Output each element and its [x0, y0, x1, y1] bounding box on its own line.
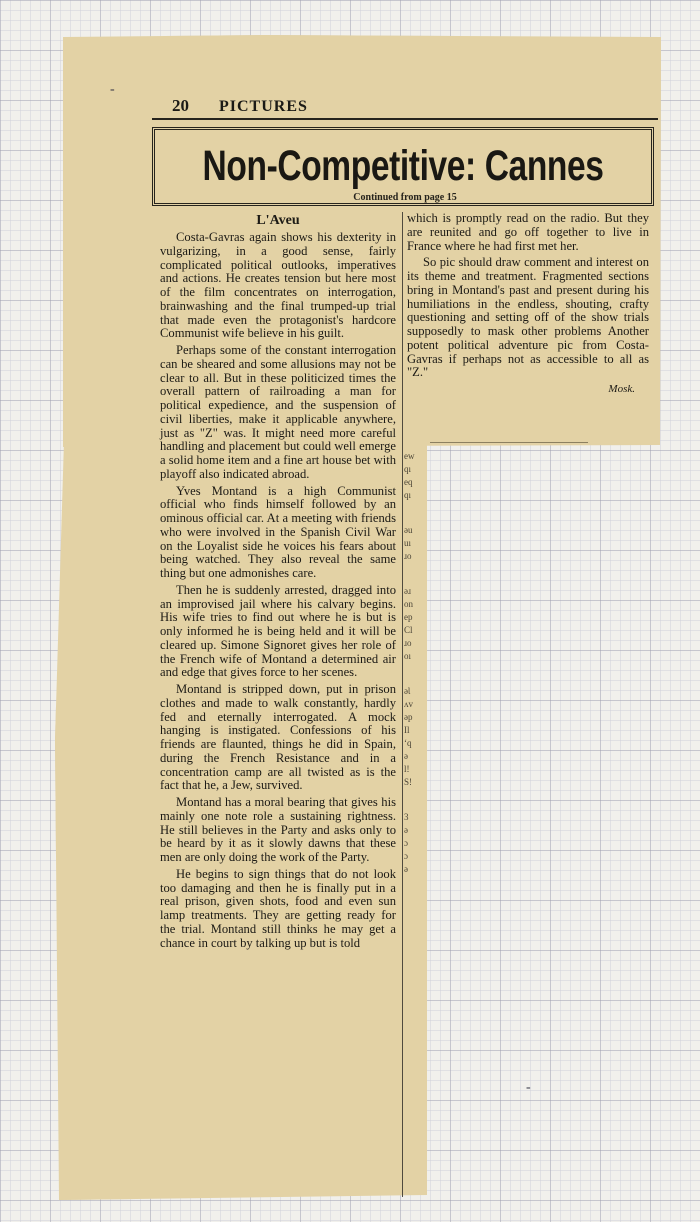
fragment: ɔ — [404, 838, 408, 848]
fragment: ə — [404, 825, 408, 835]
fragment: əp — [404, 712, 413, 722]
paragraph: Yves Montand is a high Communist official who finds himself followed by an ominous official car. At a meeting with friends who were involved in the Spanish Civil War on the Loyalist side he voices his fears about being watched. They also reveal the same thing but one admonishes care. — [160, 483, 396, 580]
headline: Non-Competitive: Cannes — [202, 142, 604, 190]
paragraph: Montand has a moral bearing that gives his mainly one note role a sustaining rightness. He still believes in the Party and asks only to be heard by it as it slowly dawns that these men are only doing the work of the Party. — [160, 795, 396, 864]
article-left-column — [160, 212, 396, 953]
fragment-gap — [404, 789, 426, 811]
fragment: on — [404, 599, 413, 609]
fragment: əu — [404, 525, 413, 535]
fragment: S! — [404, 777, 413, 787]
column-divider — [402, 212, 403, 1197]
fragment: əɹ — [404, 586, 411, 596]
article-right-column — [407, 212, 649, 396]
fragment: uı — [404, 538, 412, 548]
reviewer-signature: Mosk. — [608, 383, 635, 395]
paragraph: Montand is stripped down, put in prison clothes and made to walk constantly, hardly fed and eternally interrogated. A mock hanging is instigated. Confessions of his friends are flaunted, things he did in Spain, during the French Resistance and in a concentration camp are all twisted as is the fact that he, a Jew, survived. — [160, 682, 396, 793]
paragraph: Costa-Gavras again shows his dexterity in vulgarizing, in a good sense, fairly complicated political outlooks, imperatives and actions. He creates tension but here most of the film concentrates on interrogation, brainwashing and the final trumped-up trial that made even the protagonist's hardcore Communist wife believe in his guilt. — [160, 230, 396, 341]
page-header — [172, 96, 308, 116]
fragment: ʻq — [404, 738, 412, 748]
fragment: ʌv — [404, 699, 413, 709]
fragment: eq — [404, 477, 413, 487]
fragment: qı — [404, 490, 412, 500]
fragment: 3 — [404, 812, 409, 822]
fragment: ew — [404, 451, 415, 461]
paragraph: Then he is suddenly arrested, dragged into an improvised jail where his calvary begins. His wife tries to find out where he is but is only informed he is being held and it will be cleared up. Simone Signoret gives her role of the French wife of Montand a determined air and edge that gives force to her scenes. — [160, 582, 396, 680]
film-title: L'Aveu — [256, 213, 300, 228]
section-name: PICTURES — [219, 98, 308, 115]
fragment: l! — [404, 764, 410, 774]
adjacent-column-fragments — [404, 450, 426, 876]
paragraph: Perhaps some of the constant interrogation can be sheared and some allusions may not be clear to all. But in these politicized times the overall pattern of railroading a man for political expedience, and the suspension of civil liberties, make it applicable anywhere, just as "Z" was. It might need more careful handling and placement but could well emerge a solid home item and a fine art house bet with playoff also indicated abroad. — [160, 343, 396, 481]
pencil-mark: - — [526, 1080, 531, 1095]
continued-line: Continued from page 15 — [353, 192, 457, 203]
paragraph: He begins to sign things that do not look too damaging and then he is finally put in a real prison, given shots, food and even sun lamp treatments. They are getting ready for the trial. Montand still thinks he may get a chance in court by talking up but is told — [160, 866, 396, 950]
paragraph: which is promptly read on the radio. But they are reunited and go off together to live in France where he had first met her. — [407, 211, 649, 253]
fragment: ɹo — [404, 638, 412, 648]
fragment: qı — [404, 464, 412, 474]
fragment-gap — [404, 663, 426, 685]
pencil-mark: - — [110, 82, 115, 97]
fragment: oı — [404, 651, 412, 661]
fragment: əƖ — [404, 686, 411, 696]
header-rule — [152, 118, 658, 120]
fragment: ə — [404, 864, 408, 874]
fragment-gap — [404, 502, 426, 524]
cut-edge-line — [430, 442, 588, 443]
fragment: ɔ — [404, 851, 408, 861]
fragment: Il — [404, 725, 410, 735]
fragment: Cl — [404, 625, 413, 635]
fragment: ep — [404, 612, 413, 622]
fragment: ɹo — [404, 551, 412, 561]
page-number: 20 — [172, 96, 189, 115]
paragraph: So pic should draw comment and interest on its theme and treatment. Fragmented sections bring in Montand's past and present during his humiliations in the endless, shouting, crafty questioning and setting off of the show trials supposedly to mask other problems Another potent political adventure pic from Costa-Gavras if perhaps not as accessible to all as "Z." — [407, 255, 649, 380]
fragment: ə — [404, 751, 408, 761]
fragment-gap — [404, 563, 426, 585]
